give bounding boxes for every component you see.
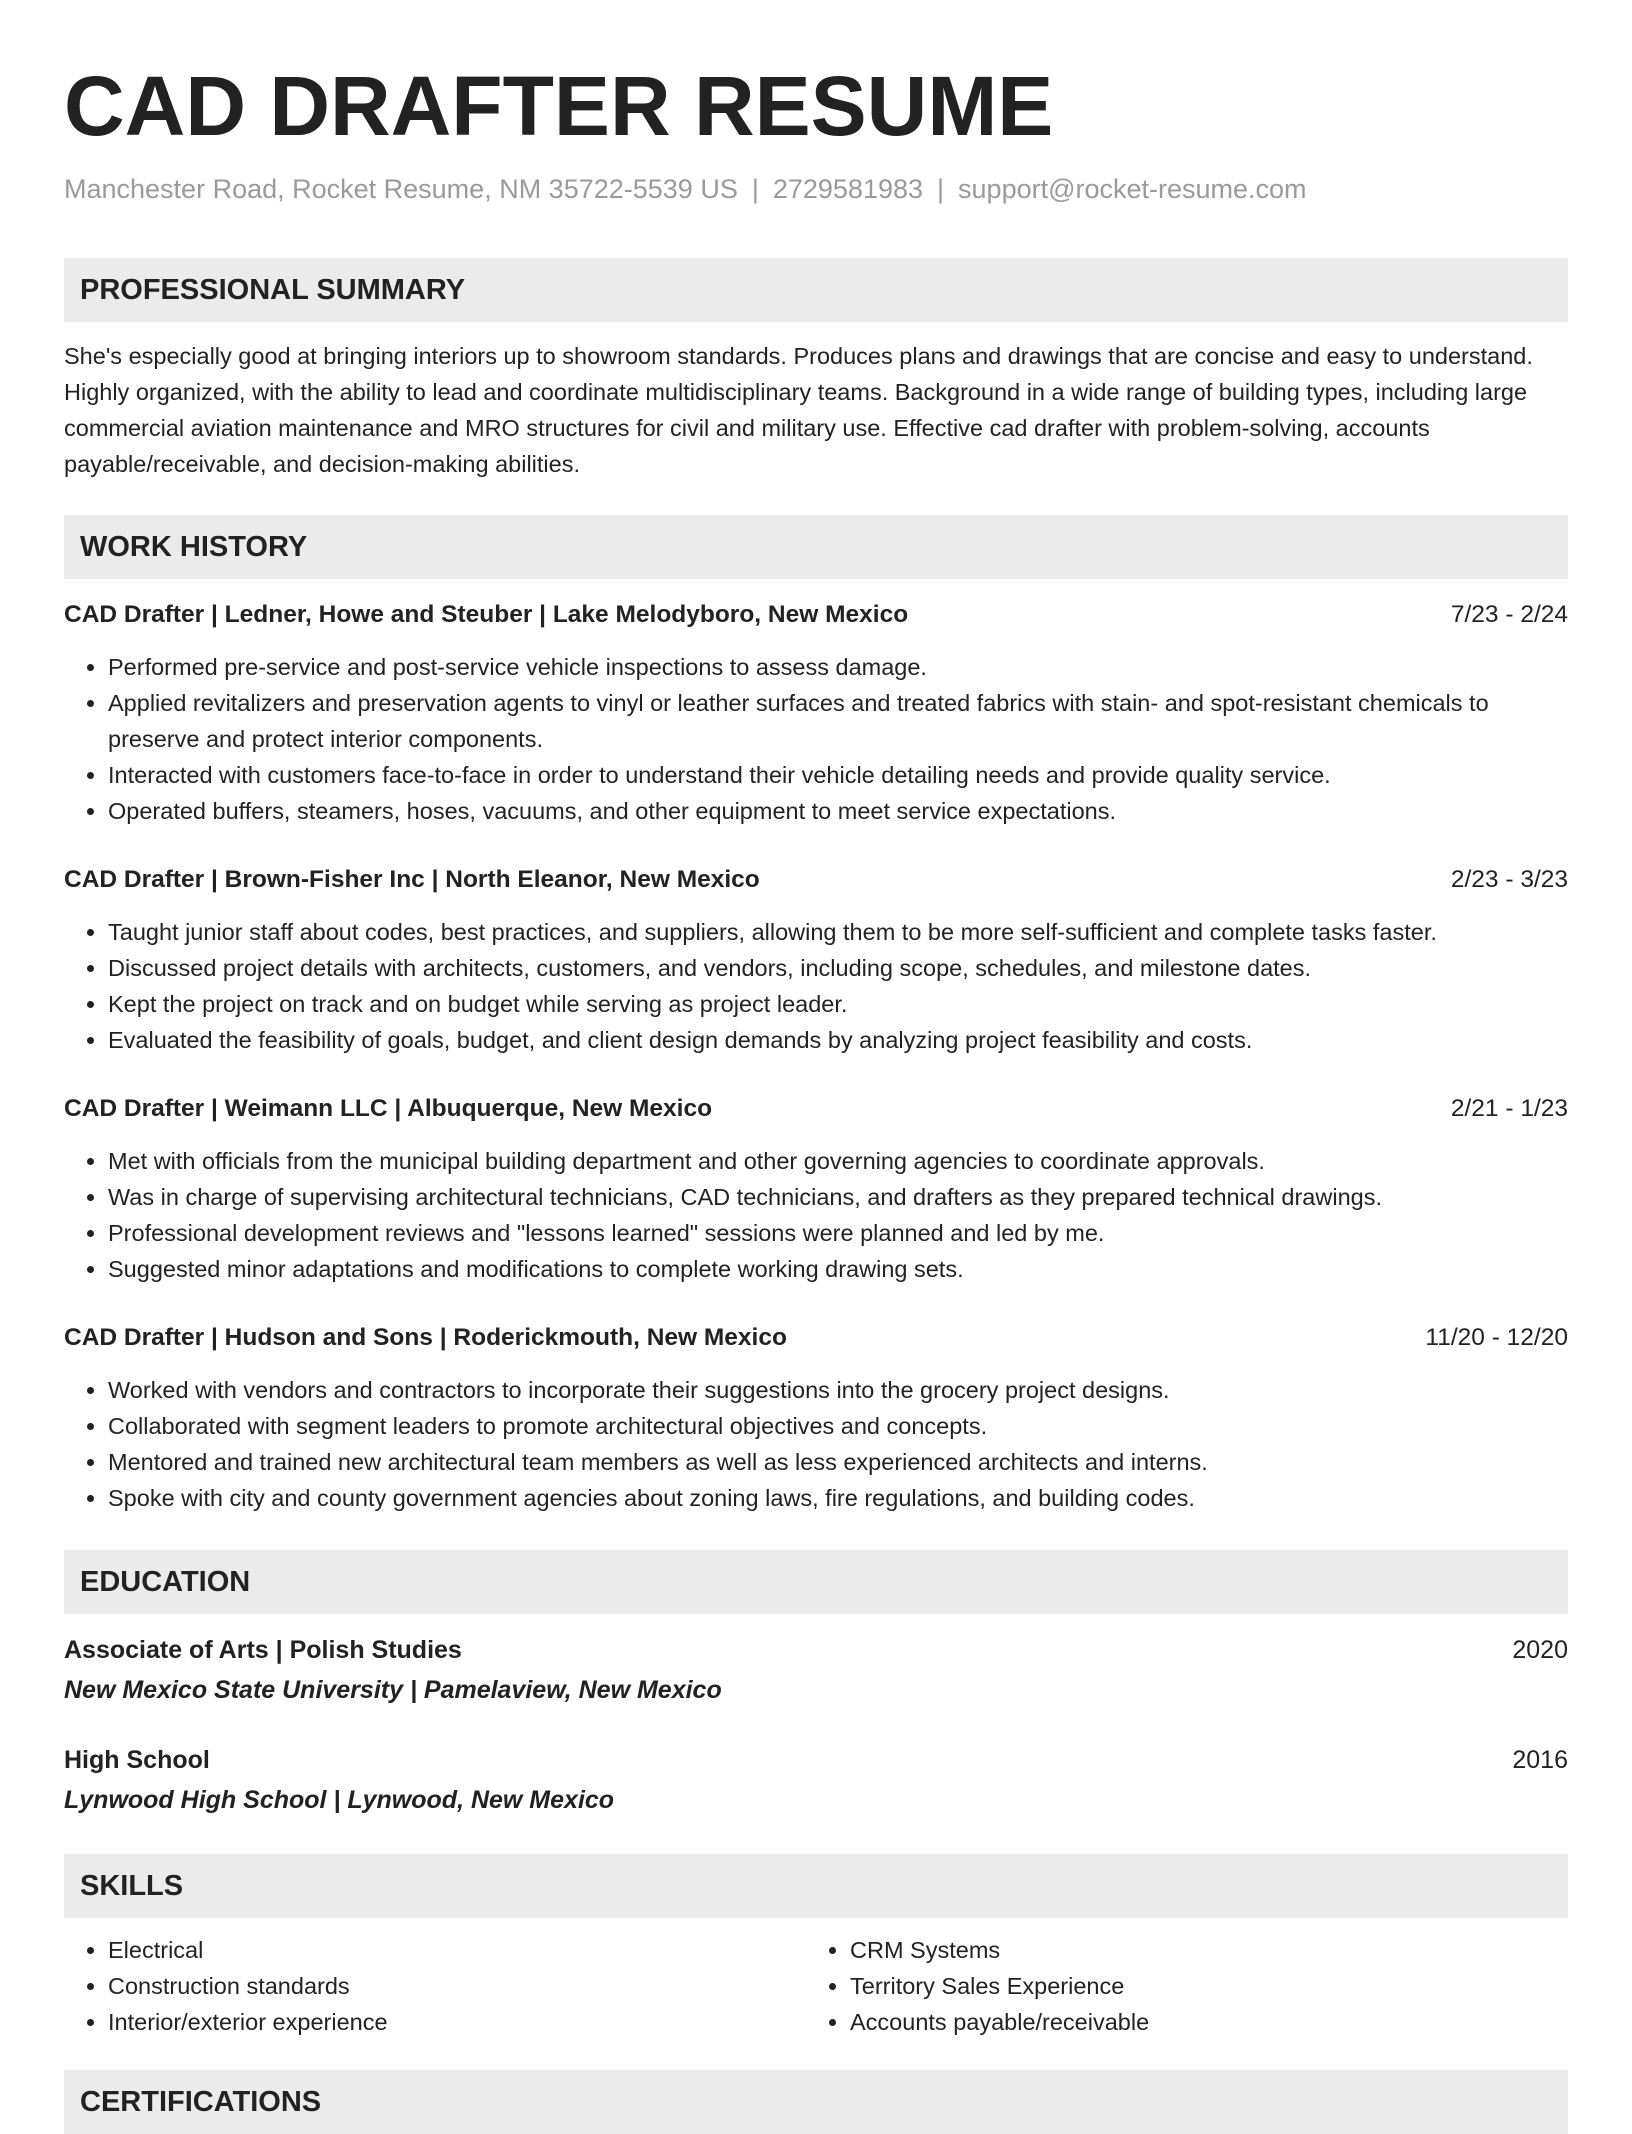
contact-email[interactable]: support@rocket-resume.com	[958, 174, 1307, 204]
skill-item: • Interior/exterior experience	[108, 2004, 806, 2040]
job-bullet: • Performed pre-service and post-service vehicle inspections to assess damage.	[108, 649, 1568, 685]
skill-item: • Territory Sales Experience	[850, 1968, 1548, 2004]
skill-item: • Accounts payable/receivable	[850, 2004, 1548, 2040]
resume-title: CAD DRAFTER RESUME	[64, 59, 1054, 153]
summary-text: She's especially good at bringing interiors up to showroom standards. Produces plans and drawings that are concise and easy to understand. Highly organized, with the ability to lead and coordinate multidisciplinary teams. Background in a wide range of building types, including large commercial aviation maintenance and MRO structures for civil and military use. Effective cad drafter with problem-solving, accounts payable/receivable, and decision-making abilities.	[64, 343, 1533, 477]
job-bullet: • Evaluated the feasibility of goals, budget, and client design demands by analyzing project feasibility and costs.	[108, 1022, 1568, 1058]
education-school: New Mexico State University | Pamelaview, New Mexico	[64, 1676, 722, 1704]
job-entry	[64, 1320, 1568, 1516]
job-entry	[64, 862, 1568, 1058]
job-bullet: • Met with officials from the municipal building department and other governing agencies to coordinate approvals.	[108, 1143, 1568, 1179]
job-bullet: • Applied revitalizers and preservation agents to vinyl or leather surfaces and treated fabrics with stain- and spot-resistant chemicals to preserve and protect interior components.	[108, 685, 1568, 757]
job-dates: 2/23 - 3/23	[1450, 866, 1568, 893]
job-bullets	[64, 914, 1568, 1058]
job-bullet: • Was in charge of supervising architectural technicians, CAD technicians, and drafters as they prepared technical drawings.	[108, 1179, 1568, 1215]
job-header	[64, 862, 1568, 898]
education-year: 2020	[1512, 1636, 1568, 1664]
contact-address: Manchester Road, Rocket Resume, NM 35722-5539 US	[64, 174, 738, 204]
job-bullet: • Spoke with city and county government agencies about zoning laws, fire regulations, and building codes.	[108, 1480, 1568, 1516]
skill-item: • Construction standards	[108, 1968, 806, 2004]
job-header	[64, 1320, 1568, 1356]
section-header-certifications: CERTIFICATIONS	[64, 2070, 1568, 2134]
section-header-education: EDUCATION	[64, 1550, 1568, 1614]
skills-list	[64, 1932, 806, 2040]
education-header	[64, 1742, 1568, 1778]
job-title: CAD Drafter | Hudson and Sons | Roderickmouth, New Mexico	[64, 1324, 787, 1351]
contact-line	[64, 172, 1568, 206]
job-title: CAD Drafter | Brown-Fisher Inc | North Eleanor, New Mexico	[64, 866, 760, 893]
job-bullet: • Discussed project details with architects, customers, and vendors, including scope, schedules, and milestone dates.	[108, 950, 1568, 986]
job-dates: 2/21 - 1/23	[1450, 1095, 1568, 1122]
skill-item: • Electrical	[108, 1932, 806, 1968]
job-dates: 11/20 - 12/20	[1425, 1324, 1568, 1351]
job-bullet: • Kept the project on track and on budget while serving as project leader.	[108, 986, 1568, 1022]
job-bullets	[64, 1143, 1568, 1287]
job-title: CAD Drafter | Weimann LLC | Albuquerque, New Mexico	[64, 1095, 713, 1122]
job-bullet: • Interacted with customers face-to-face in order to understand their vehicle detailing needs and provide quality service.	[108, 757, 1568, 793]
section-header-skills: SKILLS	[64, 1854, 1568, 1918]
contact-separator: |	[937, 174, 945, 204]
job-title: CAD Drafter | Ledner, Howe and Steuber | Lake Melodyboro, New Mexico	[64, 601, 909, 628]
job-bullet: • Operated buffers, steamers, hoses, vacuums, and other equipment to meet service expectations.	[108, 793, 1568, 829]
job-bullet: • Worked with vendors and contractors to incorporate their suggestions into the grocery project designs.	[108, 1372, 1568, 1408]
skills-list	[806, 1932, 1548, 2040]
skill-item: • CRM Systems	[850, 1932, 1548, 1968]
contact-phone: 2729581983	[772, 174, 924, 204]
section-header-summary: PROFESSIONAL SUMMARY	[64, 258, 1568, 322]
job-entry	[64, 597, 1568, 829]
job-header	[64, 1091, 1568, 1127]
contact-separator: |	[751, 174, 759, 204]
education-school: Lynwood High School | Lynwood, New Mexico	[64, 1786, 615, 1814]
education-entry	[64, 1632, 1568, 1708]
section-header-work-history: WORK HISTORY	[64, 515, 1568, 579]
job-dates: 7/23 - 2/24	[1450, 601, 1568, 628]
job-bullets	[64, 1372, 1568, 1516]
job-bullet: • Taught junior staff about codes, best practices, and suppliers, allowing them to be more self-sufficient and complete tasks faster.	[108, 914, 1568, 950]
job-bullets	[64, 649, 1568, 829]
education-year: 2016	[1512, 1746, 1568, 1774]
job-bullet: • Collaborated with segment leaders to promote architectural objectives and concepts.	[108, 1408, 1568, 1444]
resume-page	[64, 0, 1568, 2134]
job-bullet: • Professional development reviews and "lessons learned" sessions were planned and led by me.	[108, 1215, 1568, 1251]
education-header	[64, 1632, 1568, 1668]
education-degree: High School	[64, 1746, 210, 1774]
job-header	[64, 597, 1568, 633]
skills-grid	[64, 1932, 1568, 2040]
education-degree: Associate of Arts | Polish Studies	[64, 1636, 462, 1664]
education-entry	[64, 1742, 1568, 1818]
job-bullet: • Mentored and trained new architectural team members as well as less experienced architects and interns.	[108, 1444, 1568, 1480]
job-bullet: • Suggested minor adaptations and modifications to complete working drawing sets.	[108, 1251, 1568, 1287]
job-entry	[64, 1091, 1568, 1287]
skills-column-right	[806, 1932, 1548, 2040]
skills-column-left	[64, 1932, 806, 2040]
